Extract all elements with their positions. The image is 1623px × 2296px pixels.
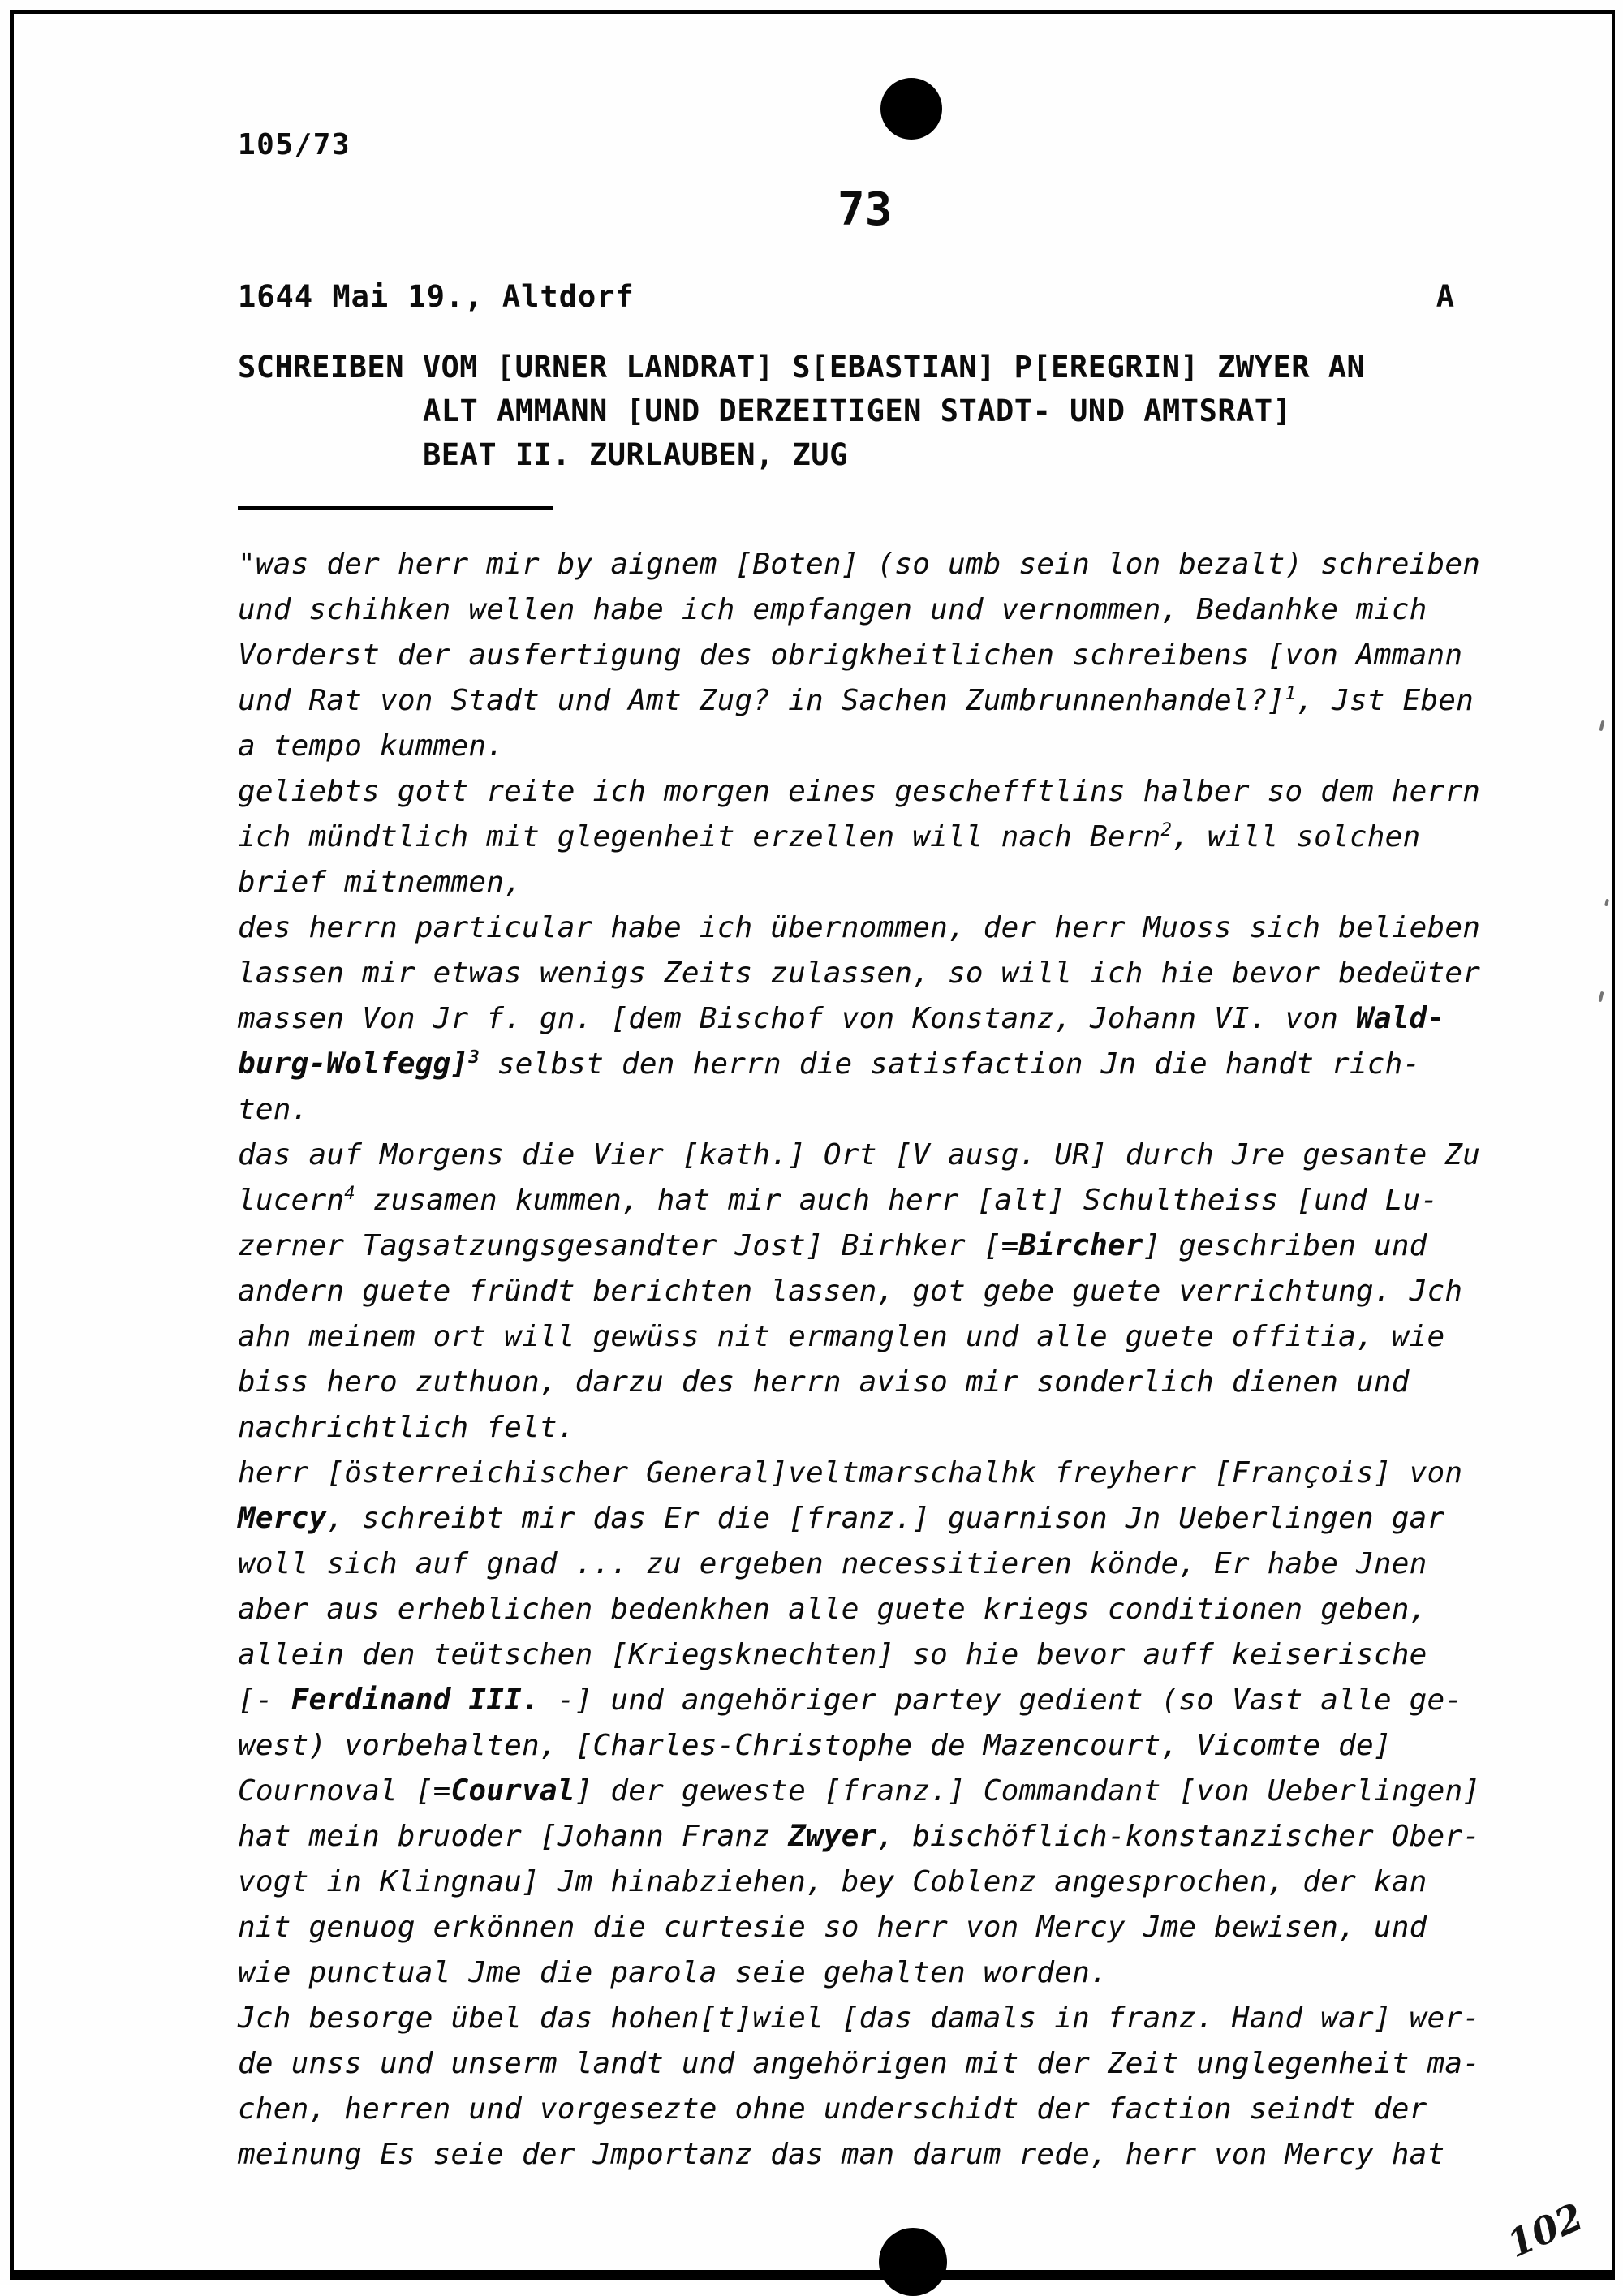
scan-artifact — [1598, 991, 1604, 1003]
body-line: ahn meinem ort will gewüss nit ermanglen und alle guete offitia, wie — [238, 1320, 1445, 1353]
date-row — [238, 279, 1455, 314]
body-line: andern guete fründt berichten lassen, got gebe guete verrichtung. Jch — [238, 1275, 1463, 1308]
body-line: brief mitnemmen, — [238, 866, 522, 899]
marginal-letter: A — [1436, 279, 1455, 314]
body-line: des herrn particular habe ich übernommen, der herr Muoss sich belieben — [238, 911, 1481, 944]
body-line: [- Ferdinand III. -] und angehöriger partey gedient (so Vast alle ge- — [238, 1683, 1463, 1717]
body-line: nachrichtlich felt. — [238, 1411, 575, 1444]
body-line: vogt in Klingnau] Jm hinabziehen, bey Coblenz angesprochen, der kan — [238, 1865, 1427, 1898]
body-line: burg-Wolfegg]$^3$ selbst den herrn die satisfaction Jn die handt rich- — [238, 1047, 1421, 1081]
punch-hole-top — [880, 78, 942, 140]
body-line: herr [österreichischer General]veltmarschalhk freyherr [François] von — [238, 1456, 1463, 1490]
title-line: SCHREIBEN VOM [URNER LANDRAT] S[EBASTIAN] P[EREGRIN] ZWYER AN — [238, 350, 1366, 385]
body-line: nit genuog erkönnen die curtesie so herr von Mercy Jme bewisen, und — [238, 1911, 1427, 1944]
body-line: Cournoval [=Courval] der geweste [franz.] Commandant [von Ueberlingen] — [238, 1774, 1481, 1808]
body-line: allein den teütschen [Kriegsknechten] so hie bevor auff keiserische — [238, 1638, 1427, 1671]
divider-rule — [238, 506, 553, 510]
body-line: Vorderst der ausfertigung des obrigkheitlichen schreibens [von Ammann — [238, 638, 1463, 672]
body-line: meinung Es seie der Jmportanz das man darum rede, herr von Mercy hat — [238, 2138, 1445, 2171]
punch-hole-bottom — [879, 2228, 947, 2296]
body-line: aber aus erheblichen bedenkhen alle guete kriegs conditionen geben, — [238, 1593, 1427, 1626]
body-line: geliebts gott reite ich morgen eines geschefftlins halber so dem herrn — [238, 775, 1481, 808]
handwritten-note: 102 — [1500, 2194, 1590, 2267]
body-line: und schihken wellen habe ich empfangen und vernommen, Bedanhke mich — [238, 593, 1427, 626]
body-line: Mercy, schreibt mir das Er die [franz.] guarnison Jn Ueberlingen gar — [238, 1502, 1445, 1535]
body-line: zerner Tagsatzungsgesandter Jost] Birhker [=Bircher] geschriben und — [238, 1229, 1427, 1262]
body-line: ten. — [238, 1093, 309, 1126]
title-line: ALT AMMANN [UND DERZEITIGEN STADT- UND AMTSRAT] — [423, 393, 1292, 428]
body-line: massen Von Jr f. gn. [dem Bischof von Konstanz, Johann VI. von Wald- — [238, 1002, 1445, 1035]
body-line: "was der herr mir by aignem [Boten] (so umb sein lon bezalt) schreiben — [238, 548, 1481, 581]
body-line: woll sich auf gnad ... zu ergeben necessitieren könde, Er habe Jnen — [238, 1547, 1427, 1580]
body-line: chen, herren und vorgesezte ohne underschidt der faction seindt der — [238, 2092, 1427, 2126]
body-line: west) vorbehalten, [Charles-Christophe de Mazencourt, Vicomte de] — [238, 1729, 1392, 1762]
body-line: Jch besorge übel das hohen[t]wiel [das damals in franz. Hand war] wer- — [238, 2001, 1481, 2035]
scan-artifact — [1604, 899, 1609, 907]
body-line: lassen mir etwas wenigs Zeits zulassen, so will ich hie bevor bedeüter — [238, 957, 1481, 990]
page-number: 73 — [837, 183, 893, 236]
body-line: biss hero zuthuon, darzu des herrn aviso mir sonderlich dienen und — [238, 1365, 1410, 1399]
body-line: wie punctual Jme die parola seie gehalten worden. — [238, 1956, 1108, 1989]
body-line: ich mündtlich mit glegenheit erzellen will nach Bern$^2$, will solchen — [238, 819, 1421, 853]
date-place-line: 1644 Mai 19., Altdorf — [238, 279, 635, 314]
body-text — [238, 542, 1480, 2178]
body-line: hat mein bruoder [Johann Franz Zwyer, bischöflich-konstanzischer Ober- — [238, 1820, 1481, 1853]
title-block — [238, 346, 1365, 477]
body-line: a tempo kummen. — [238, 729, 505, 763]
body-line: lucern$^4$ zusamen kummen, hat mir auch herr [alt] Schultheiss [und Lu- — [238, 1183, 1439, 1217]
body-line: das auf Morgens die Vier [kath.] Ort [V ausg. UR] durch Jre gesante Zu — [238, 1138, 1481, 1172]
body-line: und Rat von Stadt und Amt Zug? in Sachen Zumbrunnenhandel?]$^1$, Jst Eben — [238, 683, 1474, 717]
document-reference: 105/73 — [238, 128, 351, 161]
body-line: de unss und unserm landt und angehörigen mit der Zeit unglegenheit ma- — [238, 2047, 1481, 2080]
title-line: BEAT II. ZURLAUBEN, ZUG — [423, 437, 848, 472]
scan-artifact — [1599, 720, 1604, 732]
